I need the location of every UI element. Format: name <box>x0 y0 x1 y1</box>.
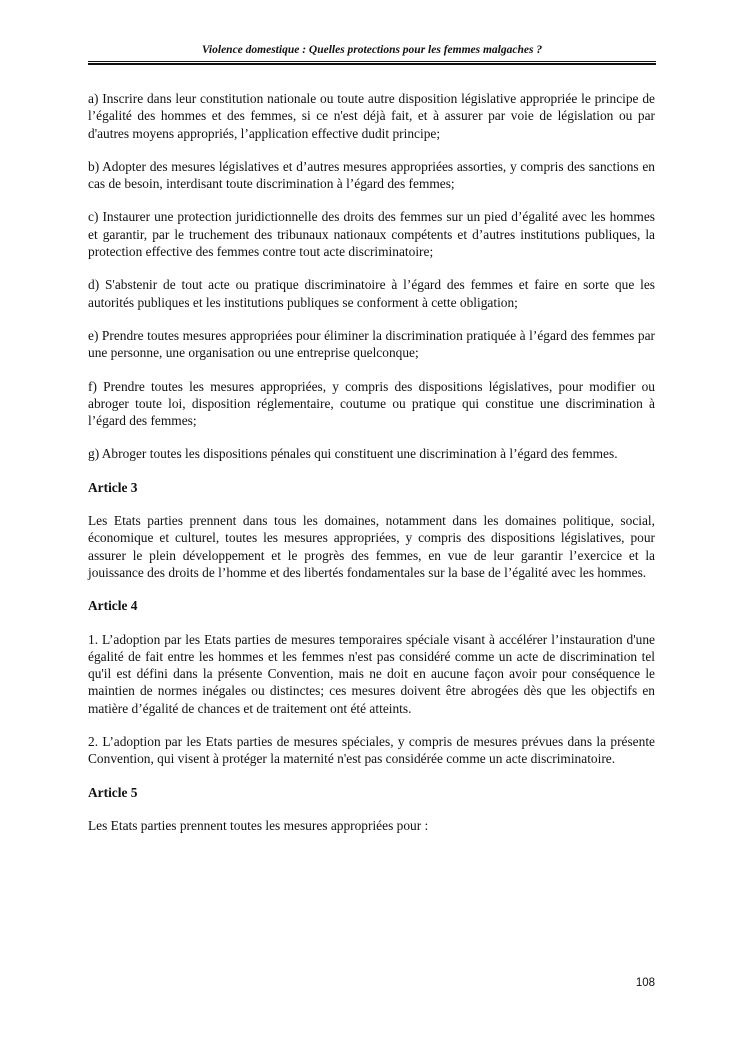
paragraph-e: e) Prendre toutes mesures appropriées pour éliminer la discrimination pratiquée à l’égard des femmes par une personne, une organisation ou une entreprise quelconque; <box>88 327 655 361</box>
article-4-heading: Article 4 <box>88 598 138 614</box>
article-5-heading: Article 5 <box>88 784 138 800</box>
paragraph-c: c) Instaurer une protection juridictionnelle des droits des femmes sur un pied d’égalité avec les hommes et garantir, par le truchement des tribunaux nationaux compétents et d’autres institutions publiques, la protection effective des femmes contre tout acte discriminatoire; <box>88 209 655 260</box>
article-3-paragraph: Les Etats parties prennent dans tous les domaines, notamment dans les domaines politique, social, économique et culturel, toutes les mesures appropriées, y compris des dispositions législatives, pour assurer le plein développement et le progrès des femmes, en vue de leur garantir l’exercice et la jouissance des droits de l’homme et des libertés fondamentales sur la base de l’égalité avec les hommes. <box>88 513 655 580</box>
paragraph-b: b) Adopter des mesures législatives et d’autres mesures appropriées assorties, y compris des sanctions en cas de besoin, interdisant toute discrimination à l’égard des femmes; <box>88 158 655 192</box>
article-5-paragraph: Les Etats parties prennent toutes les mesures appropriées pour : <box>88 817 429 833</box>
header-rule <box>88 61 656 65</box>
paragraph-g: g) Abroger toutes les dispositions pénales qui constituent une discrimination à l’égard des femmes. <box>88 446 618 462</box>
paragraph-f: f) Prendre toutes les mesures appropriées, y compris des dispositions législatives, pour modifier ou abroger toute loi, disposition réglementaire, coutume ou pratique qui constitue une discrimination à l’égard des femmes; <box>88 378 655 429</box>
running-header: Violence domestique : Quelles protections pour les femmes malgaches ? <box>201 44 543 56</box>
paragraph-d: d) S'abstenir de tout acte ou pratique discriminatoire à l’égard des femmes et faire en sorte que les autorités publiques et les institutions publiques se conforment à cette obligation; <box>88 277 655 310</box>
article-4-paragraph-2: 2. L’adoption par les Etats parties de mesures spéciales, y compris de mesures prévues dans la présente Convention, qui visent à protéger la maternité n'est pas considérée comme un acte discriminatoire. <box>88 734 655 767</box>
page-number: 108 <box>635 977 655 989</box>
article-3-heading: Article 3 <box>88 479 138 495</box>
article-4-paragraph-1: 1. L’adoption par les Etats parties de mesures temporaires spéciale visant à accélérer l’instauration d'une égalité de fait entre les hommes et les femmes n'est pas considéré comme un acte de discrimination tel qu'il est défini dans la présente Convention, mais ne doit en aucune façon avoir pour conséquence le maintien de normes inégales ou distinctes; ces mesures doivent être abrogées dès que les objectifs en matière d’égalité de chances et de traitement ont été atteints. <box>88 631 655 716</box>
document-body <box>88 90 655 850</box>
paragraph-a: a) Inscrire dans leur constitution nationale ou toute autre disposition législative appropriée le principe de l’égalité des hommes et des femmes, si ce n'est déjà fait, et à assurer par voie de législation ou par d'autres moyens appropriés, l’application effective dudit principe; <box>88 91 655 141</box>
